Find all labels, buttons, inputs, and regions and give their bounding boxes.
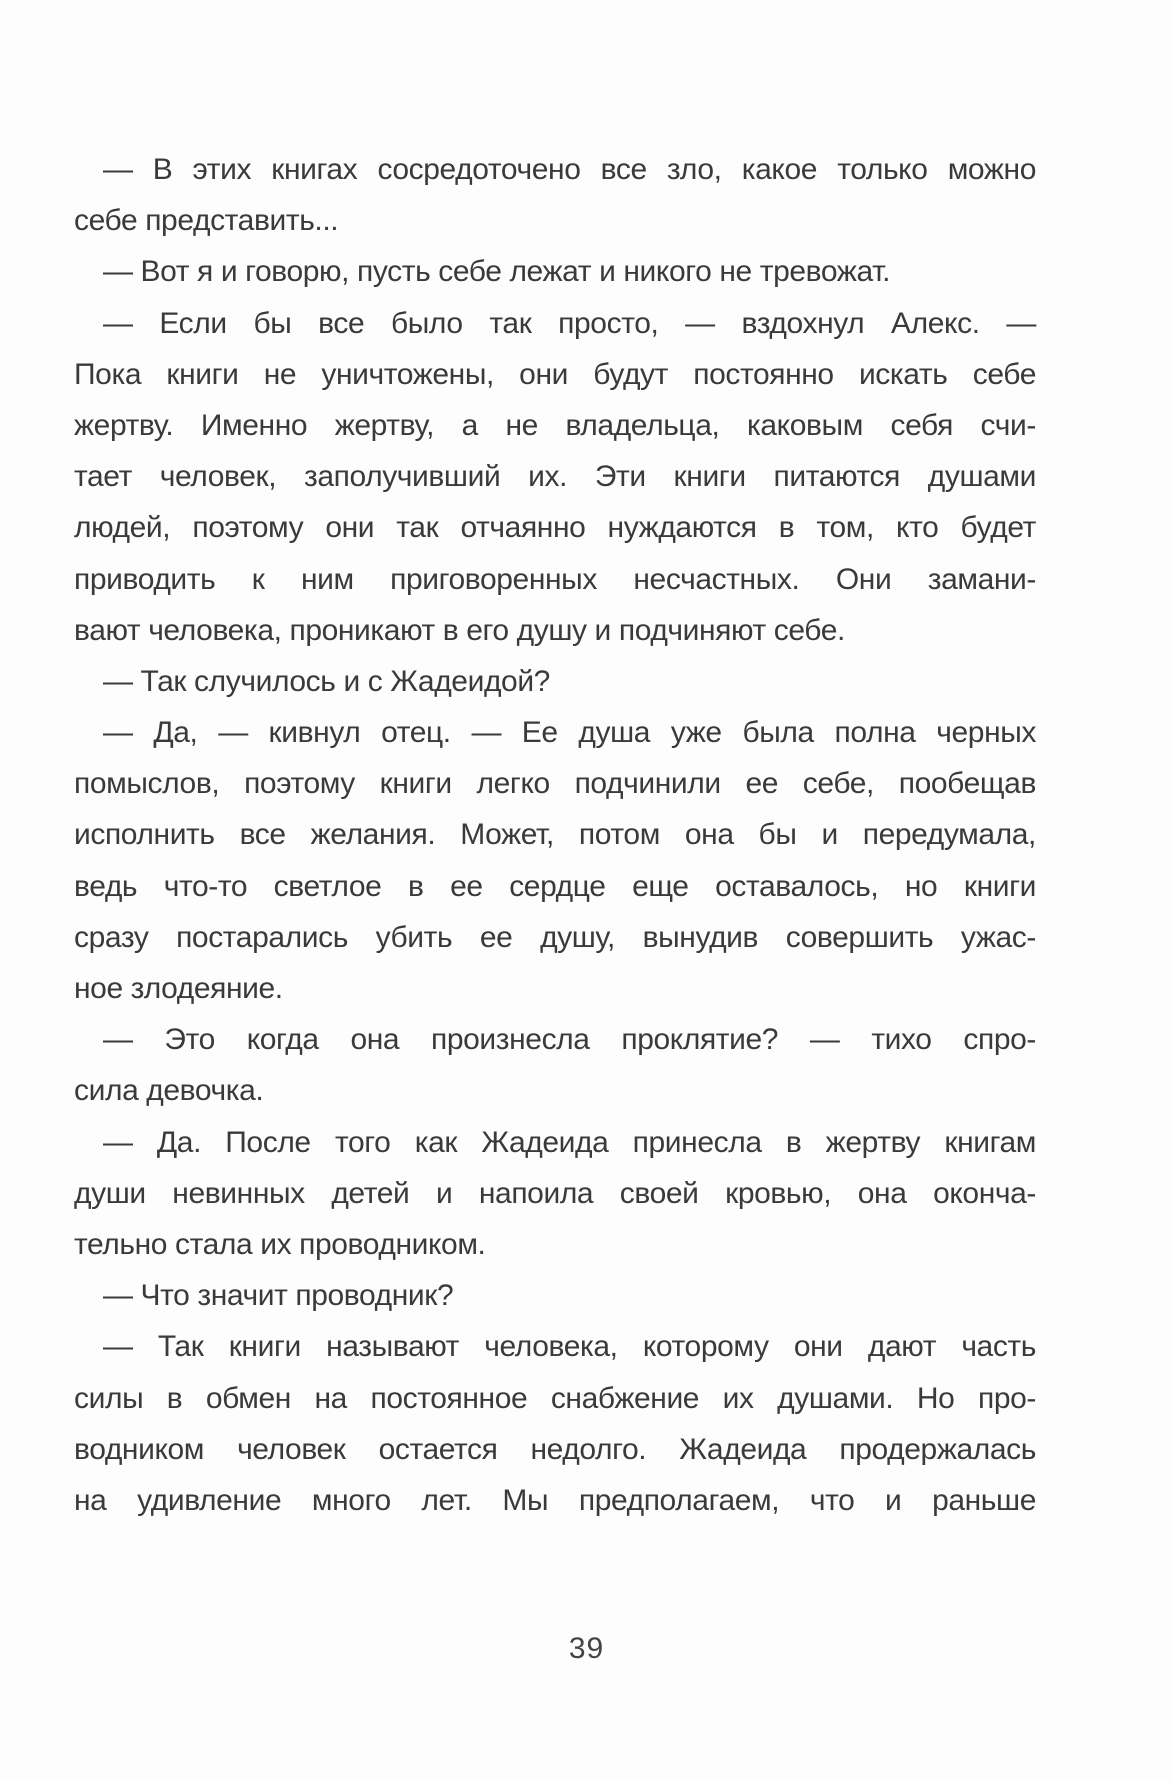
text-line: вают человека, проникают в его душу и подчиняют себе.	[74, 613, 845, 647]
text-line: — Да. После того как Жадеида принесла в жертву книгам	[103, 1125, 1036, 1159]
text-line: помыслов, поэтому книги легко подчинили ее себе, пообещав	[74, 767, 1036, 801]
text-line: силы в обмен на постоянное снабжение их душами. Но про-	[74, 1381, 1036, 1415]
text-line: — Что значит проводник?	[103, 1279, 454, 1313]
text-line: приводить к ним приговоренных несчастных. Они замани-	[74, 562, 1036, 596]
text-line: водником человек остается недолго. Жадеида продержалась	[74, 1432, 1036, 1466]
text-line: — В этих книгах сосредоточено все зло, какое только можно	[103, 153, 1036, 186]
text-line: души невинных детей и напоила своей кровью, она оконча-	[74, 1176, 1036, 1210]
text-line: сразу постарались убить ее душу, вынудив совершить ужас-	[74, 920, 1036, 954]
text-line: — Вот я и говорю, пусть себе лежат и никого не тревожат.	[103, 255, 891, 289]
page-body-text	[74, 144, 1036, 1526]
text-line: — Так случилось и с Жадеидой?	[103, 664, 550, 698]
text-line: жертву. Именно жертву, а не владельца, каковым себя счи-	[74, 408, 1036, 442]
page-number: 39	[568, 1632, 605, 1665]
text-line: сила девочка.	[74, 1074, 264, 1108]
text-line: на удивление много лет. Мы предполагаем, что и раньше	[74, 1483, 1036, 1517]
text-line: Пока книги не уничтожены, они будут постоянно искать себе	[74, 357, 1036, 391]
text-line: ное злодеяние.	[74, 972, 283, 1005]
text-line: — Это когда она произнесла проклятие? — тихо спро-	[103, 1023, 1036, 1057]
text-line: тельно стала их проводником.	[74, 1227, 486, 1261]
text-line: — Если бы все было так просто, — вздохнул Алекс. —	[103, 306, 1036, 340]
text-line: — Так книги называют человека, которому они дают часть	[103, 1330, 1036, 1364]
text-line: людей, поэтому они так отчаянно нуждаются в том, кто будет	[74, 511, 1036, 545]
text-line: себе представить...	[74, 204, 339, 238]
text-line: ведь что-то светлое в ее сердце еще оставалось, но книги	[74, 869, 1036, 903]
text-line: тает человек, заполучивший их. Эти книги питаются душами	[74, 460, 1036, 494]
text-line: — Да, — кивнул отец. — Ее душа уже была полна черных	[103, 716, 1036, 750]
text-line: исполнить все желания. Может, потом она бы и передумала,	[74, 818, 1036, 852]
